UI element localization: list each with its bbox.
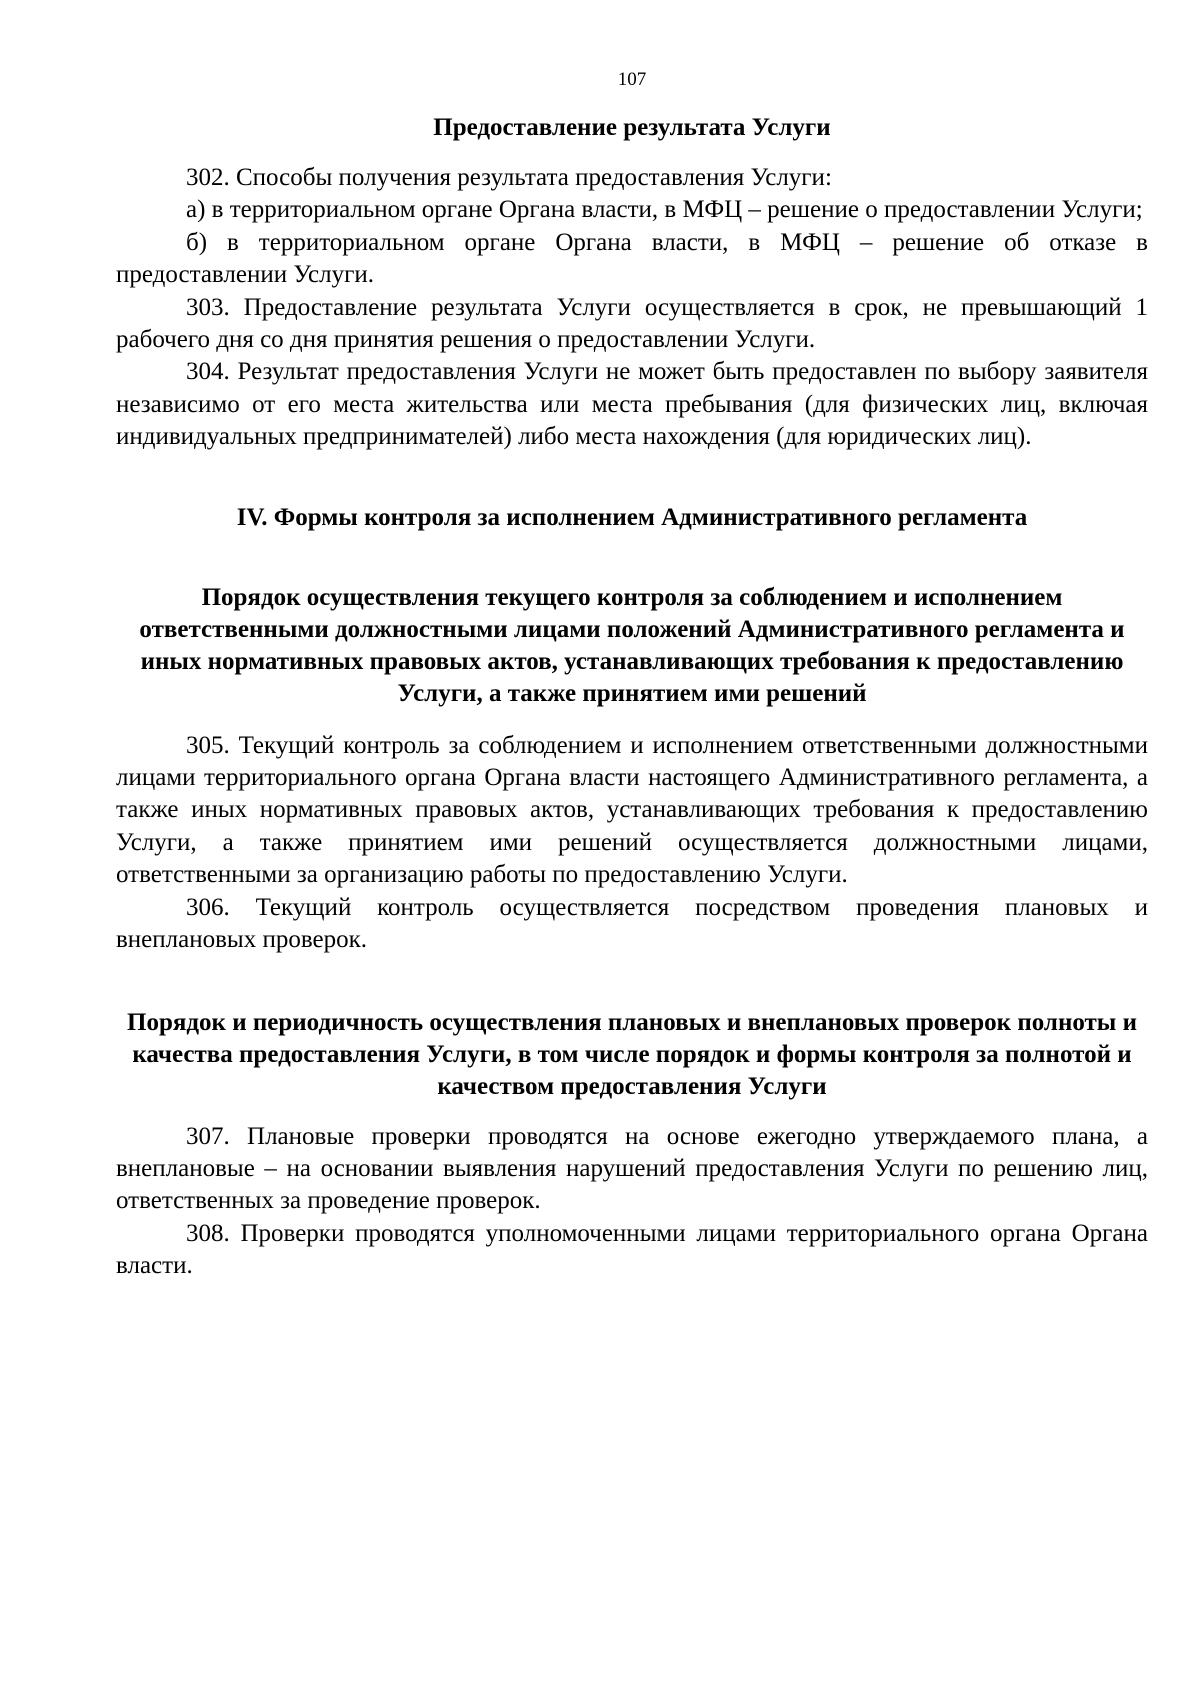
heading-inspections: Порядок и периодичность осуществления плановых и внеплановых проверок полноты и качества предоставления Услуги, в том числе порядок и формы контроля за полнотой и качеством предоставления Услуги bbox=[127, 1008, 1137, 1100]
page-number: 107 bbox=[617, 69, 647, 90]
paragraph-305: 305. Текущий контроль за соблюдением и исполнением ответственными должностными лицами территориального органа Органа власти настоящего Административного регламента, а также иных нормативных правовых актов, устанавливающих требования к предоставлению Услуги, а также принятием ими решений осуществляется должностными лицами, ответственными за организацию работы по предоставлению Услуги. bbox=[116, 731, 1148, 889]
paragraph-308: 308. Проверки проводятся уполномоченными лицами территориального органа Органа власти. bbox=[116, 1219, 1148, 1280]
paragraph-306: 306. Текущий контроль осуществляется посредством проведения плановых и внеплановых проверок. bbox=[116, 893, 1148, 954]
paragraph-302: 302. Способы получения результата предоставления Услуги: bbox=[186, 164, 832, 191]
paragraph-302-a: а) в территориальном органе Органа власти, в МФЦ – решение о предоставлении Услуги; bbox=[186, 196, 1143, 224]
heading-current-control: Порядок осуществления текущего контроля за соблюдением и исполнением ответственными должностными лицами положений Административного регламента и иных нормативных правовых актов, устанавливающих требования к предоставлению Услуги, а также принятием ими решений bbox=[139, 583, 1125, 707]
paragraph-307: 307. Плановые проверки проводятся на основе ежегодно утверждаемого плана, а внеплановые – на основании выявления нарушений предоставления Услуги по решению лиц, ответственных за проведение проверок. bbox=[116, 1122, 1148, 1215]
heading-result: Предоставление результата Услуги bbox=[433, 114, 831, 141]
section-title: IV. Формы контроля за исполнением Административного регламента bbox=[236, 503, 1028, 531]
paragraph-303: 303. Предоставление результата Услуги осуществляется в срок, не превышающий 1 рабочего дня со дня принятия решения о предоставлении Услуги. bbox=[116, 293, 1148, 354]
document-page bbox=[116, 60, 1148, 1283]
paragraph-302-b: б) в территориальном органе Органа власти, в МФЦ – решение об отказе в предоставлении Услуги. bbox=[116, 228, 1148, 289]
paragraph-304: 304. Результат предоставления Услуги не может быть предоставлен по выбору заявителя независимо от его места жительства или места пребывания (для физических лиц, включая индивидуальных предпринимателей) либо места нахождения (для юридических лиц). bbox=[116, 358, 1148, 451]
